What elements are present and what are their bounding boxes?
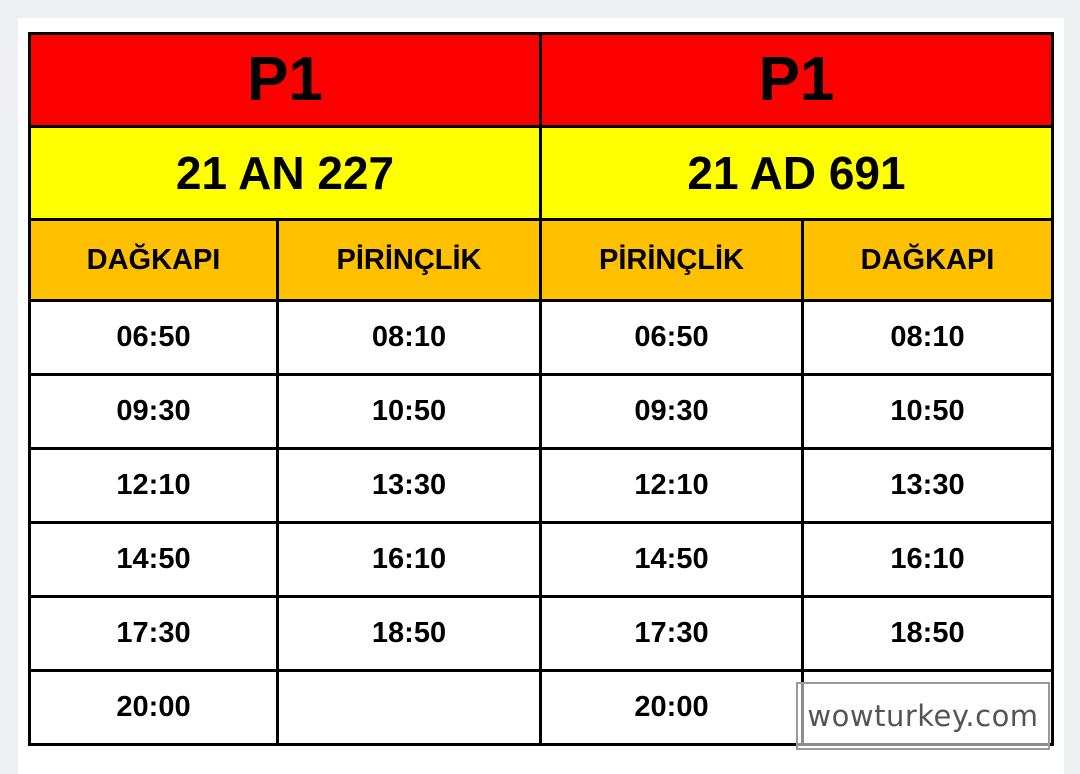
plate-number-1: 21 AN 227	[30, 127, 541, 220]
departure-time: 09:30	[30, 375, 278, 449]
departure-time: 14:50	[541, 523, 803, 597]
departure-time: 08:10	[803, 301, 1053, 375]
departure-time: 20:00	[541, 671, 803, 745]
departure-time: 10:50	[278, 375, 541, 449]
departure-time: 20:00	[30, 671, 278, 745]
time-row	[30, 523, 1053, 597]
stop-header: PİRİNÇLİK	[541, 220, 803, 301]
route-code-2: P1	[541, 34, 1053, 127]
departure-time: 09:30	[541, 375, 803, 449]
departure-time: 08:10	[278, 301, 541, 375]
stop-header-row	[30, 220, 1053, 301]
stop-header: PİRİNÇLİK	[278, 220, 541, 301]
departure-time: 12:10	[30, 449, 278, 523]
stop-header: DAĞKAPI	[30, 220, 278, 301]
plate-number-2: 21 AD 691	[541, 127, 1053, 220]
time-row	[30, 301, 1053, 375]
departure-time	[278, 671, 541, 745]
departure-time: 18:50	[278, 597, 541, 671]
route-code-1: P1	[30, 34, 541, 127]
plate-header-row	[30, 127, 1053, 220]
departure-time: 13:30	[278, 449, 541, 523]
time-row	[30, 597, 1053, 671]
time-row	[30, 375, 1053, 449]
departure-time: 17:30	[30, 597, 278, 671]
departure-time: 12:10	[541, 449, 803, 523]
departure-time: 10:50	[803, 375, 1053, 449]
time-row	[30, 449, 1053, 523]
departure-time: 06:50	[541, 301, 803, 375]
departure-time: 18:50	[803, 597, 1053, 671]
departure-time: 16:10	[803, 523, 1053, 597]
departure-time: 06:50	[30, 301, 278, 375]
route-header-row	[30, 34, 1053, 127]
bus-schedule-table	[28, 32, 1054, 746]
departure-time: 13:30	[803, 449, 1053, 523]
departure-time: 16:10	[278, 523, 541, 597]
departure-time: 14:50	[30, 523, 278, 597]
stop-header: DAĞKAPI	[803, 220, 1053, 301]
watermark: wowturkey.com	[796, 682, 1050, 750]
departure-time: 17:30	[541, 597, 803, 671]
